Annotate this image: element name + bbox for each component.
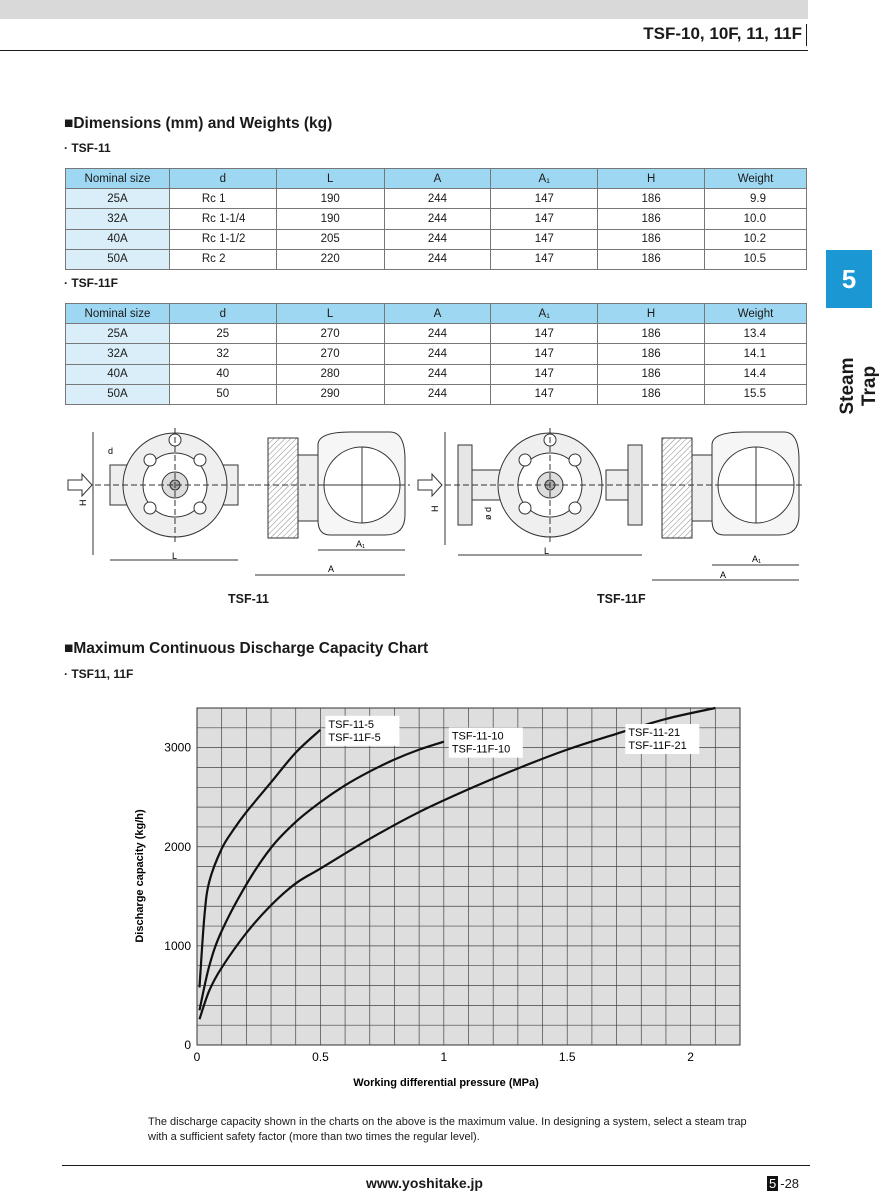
col-header: L xyxy=(276,304,384,324)
table-cell: 10.2 xyxy=(705,229,807,249)
page-chapter-box: 5 xyxy=(769,1176,777,1191)
table-cell: 14.1 xyxy=(705,344,807,364)
page-number xyxy=(767,1176,799,1191)
col-header: Weight xyxy=(705,304,807,324)
y-tick-label: 2000 xyxy=(164,839,191,854)
capacity-title: ■Maximum Continuous Discharge Capacity Chart xyxy=(64,640,429,657)
table-header-row xyxy=(66,304,807,324)
table-cell: 32A xyxy=(66,209,170,229)
table-cell: 186 xyxy=(598,384,705,404)
col-header: A xyxy=(384,304,491,324)
x-tick-label: 1 xyxy=(440,1050,448,1064)
drawing-label-a-flanged: A xyxy=(720,570,727,580)
table-row xyxy=(66,384,807,404)
table-cell: Rc 1 xyxy=(169,189,276,209)
table-cell: 186 xyxy=(598,249,705,269)
table-cell: 205 xyxy=(276,229,384,249)
dimension-drawings xyxy=(60,420,810,590)
series-label: TSF-11-10 xyxy=(451,730,504,743)
header-separator xyxy=(806,24,807,46)
tsf11f-side-view xyxy=(652,432,805,580)
table-cell: 147 xyxy=(491,364,598,384)
table-cell: 220 xyxy=(276,249,384,269)
y-tick-label: 0 xyxy=(184,1038,191,1052)
drawing-label-h: H xyxy=(78,499,88,506)
table-cell: 186 xyxy=(598,364,705,384)
drawing-label-d: d xyxy=(108,446,114,456)
table-cell: 244 xyxy=(384,364,491,384)
table-cell: 147 xyxy=(491,384,598,404)
table-cell: 25A xyxy=(66,189,170,209)
table-cell: 14.4 xyxy=(705,364,807,384)
drawing-caption-tsf11: TSF-11 xyxy=(228,592,269,606)
table-cell: 186 xyxy=(598,324,705,344)
table-cell: 244 xyxy=(384,229,491,249)
col-header: Nominal size xyxy=(66,169,170,189)
col-header: A₁ xyxy=(491,304,598,324)
col-header: A₁ xyxy=(491,169,598,189)
table-row xyxy=(66,324,807,344)
drawing-label-a: A xyxy=(328,564,335,574)
dimensions-title: ■Dimensions (mm) and Weights (kg) xyxy=(64,115,333,132)
tsf11f-front-view xyxy=(418,428,655,555)
drawing-label-h-flanged: H xyxy=(430,505,440,512)
tsf11-front-view xyxy=(68,428,255,560)
x-tick-label: 0.5 xyxy=(312,1050,329,1064)
table-cell: 32A xyxy=(66,344,170,364)
x-tick-label: 0 xyxy=(193,1050,201,1064)
table-cell: 147 xyxy=(491,344,598,364)
y-axis-label: Discharge capacity (kg/h) xyxy=(134,809,146,943)
tsf11-dimensions-table xyxy=(65,168,807,270)
series-label: TSF-11F-21 xyxy=(628,740,687,752)
table-cell: 290 xyxy=(276,384,384,404)
table-cell: 40 xyxy=(169,364,276,384)
x-tick-label: 2 xyxy=(687,1050,694,1064)
col-header: H xyxy=(598,304,705,324)
table-cell: 10.5 xyxy=(705,249,807,269)
table-cell: 244 xyxy=(384,344,491,364)
table-cell: 10.0 xyxy=(705,209,807,229)
drawing-label-phi-d: ø d xyxy=(483,506,493,520)
tsf11f-dimensions-table xyxy=(65,303,807,405)
table-cell: 244 xyxy=(384,189,491,209)
table-cell: 25A xyxy=(66,324,170,344)
footer-rule xyxy=(62,1165,810,1166)
table-cell: 244 xyxy=(384,384,491,404)
table-cell: 244 xyxy=(384,209,491,229)
x-axis-label: Working differential pressure (MPa) xyxy=(353,1077,539,1089)
table-cell: 147 xyxy=(491,209,598,229)
table-cell: 270 xyxy=(276,324,384,344)
page-title: TSF-10, 10F, 11, 11F xyxy=(643,24,802,43)
table-cell: 190 xyxy=(276,209,384,229)
series-label: TSF-11F-10 xyxy=(451,743,511,756)
col-header: L xyxy=(276,169,384,189)
table-cell: 25 xyxy=(169,324,276,344)
table-cell: 50A xyxy=(66,384,170,404)
col-header: d xyxy=(169,169,276,189)
capacity-note: The discharge capacity shown in the charts on the above is the maximum value. In designing a system, select a steam trap with a sufficient safety factor (more than two times the regular level). xyxy=(148,1116,747,1143)
series-label: TSF-11-21 xyxy=(628,727,681,739)
drawing-label-l-flanged: L xyxy=(544,546,550,556)
y-tick-label: 3000 xyxy=(164,740,191,755)
table-cell: 270 xyxy=(276,344,384,364)
series-label: TSF-11-5 xyxy=(328,718,375,731)
table-row xyxy=(66,364,807,384)
table-cell: 147 xyxy=(491,189,598,209)
chapter-tab-number: 5 xyxy=(826,250,872,308)
table-cell: 186 xyxy=(598,344,705,364)
drawing-label-l: L xyxy=(172,551,178,561)
chapter-tab-label: Steam Trap xyxy=(837,357,880,415)
drawing-caption-tsf11f: TSF-11F xyxy=(597,592,646,606)
page-number-value: -28 xyxy=(780,1176,800,1191)
table-row xyxy=(66,229,807,249)
table-cell: 186 xyxy=(598,189,705,209)
tsf11-side-view xyxy=(255,432,410,575)
table-cell: 244 xyxy=(384,324,491,344)
table-cell: 186 xyxy=(598,229,705,249)
col-header: Weight xyxy=(705,169,807,189)
header-rule xyxy=(0,50,808,51)
col-header: Nominal size xyxy=(66,304,170,324)
capacity-chart xyxy=(120,700,760,1100)
table-cell: Rc 1-1/2 xyxy=(169,229,276,249)
capacity-subtitle: · TSF11, 11F xyxy=(64,667,134,681)
col-header: A xyxy=(384,169,491,189)
table-cell: 147 xyxy=(491,324,598,344)
table-cell: 280 xyxy=(276,364,384,384)
table-cell: 190 xyxy=(276,189,384,209)
x-tick-label: 1.5 xyxy=(558,1050,576,1064)
col-header: d xyxy=(169,304,276,324)
header-band xyxy=(0,0,808,19)
y-tick-label: 1000 xyxy=(164,938,191,953)
table-row xyxy=(66,209,807,229)
table-row xyxy=(66,344,807,364)
table-cell: 40A xyxy=(66,229,170,249)
drawing-label-a1: A₁ xyxy=(356,539,366,549)
table-cell: 50A xyxy=(66,249,170,269)
tsf11f-label: · TSF-11F xyxy=(64,276,119,290)
drawing-label-a1-flanged: A₁ xyxy=(752,554,762,564)
table-cell: 9.9 xyxy=(705,189,807,209)
table-cell: 186 xyxy=(598,209,705,229)
table-cell: 40A xyxy=(66,364,170,384)
table-row xyxy=(66,189,807,209)
table-cell: Rc 1-1/4 xyxy=(169,209,276,229)
tsf11-label: · TSF-11 xyxy=(64,141,111,155)
table-cell: Rc 2 xyxy=(169,249,276,269)
table-cell: 13.4 xyxy=(705,324,807,344)
table-header-row xyxy=(66,169,807,189)
table-cell: 50 xyxy=(169,384,276,404)
table-row xyxy=(66,249,807,269)
table-cell: 32 xyxy=(169,344,276,364)
footer-url: www.yoshitake.jp xyxy=(366,1175,483,1191)
table-cell: 147 xyxy=(491,249,598,269)
table-cell: 244 xyxy=(384,249,491,269)
table-cell: 15.5 xyxy=(705,384,807,404)
table-cell: 147 xyxy=(491,229,598,249)
col-header: H xyxy=(598,169,705,189)
series-label: TSF-11F-5 xyxy=(328,731,381,744)
